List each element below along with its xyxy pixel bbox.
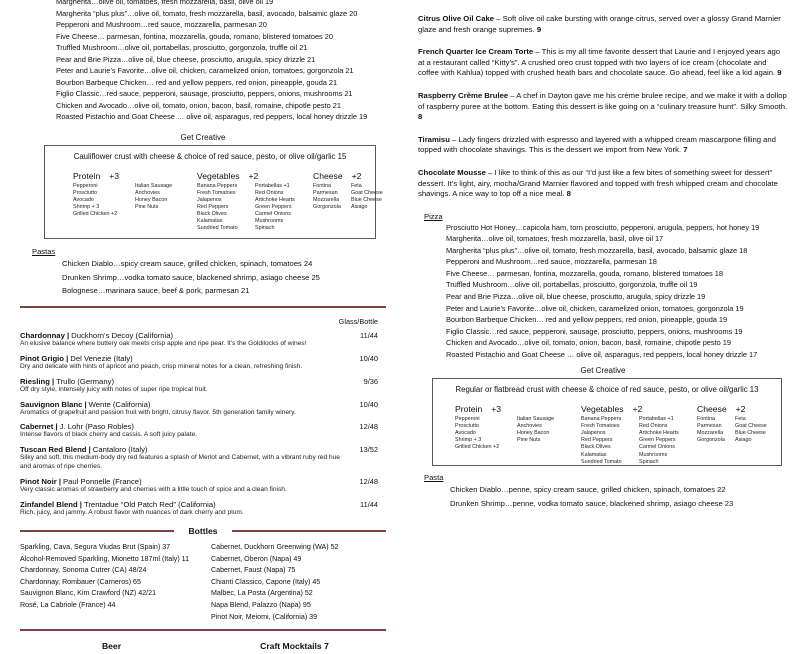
pizza-item: Roasted Pistachio and Goat Cheese … olive oil, asparagus, red peppers, local honey drizzle 17 (446, 349, 758, 359)
pizza-item: Truffled Mushroom…olive oil, portabellas, prosciutto, gorgonzola, truffle oil 21 (56, 43, 308, 53)
right-pasta-list (418, 483, 788, 511)
topping-upcharge: +2 (351, 171, 362, 182)
topping-column (735, 416, 777, 445)
topping-columns (581, 416, 697, 466)
wine-varietal: Tuscan Red Blend | (20, 445, 91, 455)
topping-item: Shrimp + 3 (73, 203, 100, 210)
topping-item: Mozzarella (313, 196, 340, 203)
right-crust-line: Regular or flatbread crust with cheese & choice of red sauce, pesto, or olive oil/garlic 13 (455, 385, 759, 395)
topping-group-heading: Protein +3 (455, 404, 502, 415)
wine-producer: Del Venezie (Italy) (70, 353, 133, 363)
pizza-item: Chicken and Avocado…olive oil, tomato, onion, bacon, basil, romaine, chipotle pesto 21 (56, 100, 341, 110)
dessert-item (418, 168, 788, 200)
dessert-price: 9 (777, 68, 782, 78)
topping-group-cheese (697, 404, 777, 466)
topping-item: Anchovies (517, 422, 542, 429)
pizza-item: Prosciutto Hot Honey…capicola ham, torn prosciutto, pepperoni, arugula, peppers, hot honey 19 (446, 222, 760, 232)
beer-section (20, 636, 203, 654)
topping-item: Red Onions (639, 422, 668, 429)
dessert-text (418, 91, 788, 123)
wine-item (20, 445, 386, 471)
dessert-text (418, 14, 788, 35)
topping-column (135, 183, 197, 219)
topping-item: Green Peppers (639, 437, 676, 444)
topping-columns (197, 183, 313, 233)
topping-item: Spinach (639, 458, 659, 465)
mocktails-title: Craft Mocktails 7 (260, 641, 329, 652)
pizza-item: Pear and Brie Pizza…olive oil, blue cheese, prosciutto, arugula, spicy drizzle 21 (56, 54, 316, 64)
wine-divider-rule (20, 306, 386, 308)
topping-item: Avocado (455, 430, 476, 437)
topping-upcharge: +3 (491, 404, 502, 415)
wine-producer: Duckhorn’s Decoy (California) (71, 330, 174, 340)
pizza-item: Chicken and Avocado…olive oil, tomato, onion, bacon, basil, romaine, chipotle pesto 19 (446, 338, 731, 348)
dessert-text (418, 47, 788, 79)
topping-item: Gorgonzola (697, 437, 725, 444)
wine-title-row (20, 377, 386, 386)
bottles-rule-right (232, 530, 386, 532)
wine-title-row (20, 500, 386, 509)
topping-item: Feta (351, 182, 362, 189)
bottle-item: Sauvignon Blanc, Kim Crawford (NZ) 42/21 (20, 589, 157, 598)
wine-producer: Trullo (Germany) (56, 376, 115, 386)
topping-column (455, 416, 517, 452)
pizza-item: Margherita “plus plus”…olive oil, tomato, fresh mozzarella, basil, avocado, balsamic glaze 20 (56, 8, 358, 18)
topping-group-vegetables (197, 171, 313, 233)
topping-item: Spinach (255, 225, 275, 232)
bottle-item: Chianti Classico, Capone (Italy) 45 (211, 577, 321, 586)
wine-description: Silky and soft, this medium-body dry red features a splash of Merlot and Cabernet, with a vibrant ruby red hue and aromas of ripe cherries. (20, 454, 340, 470)
topping-item: Mozzarella (697, 430, 724, 437)
wine-description: Off dry style, intensely juicy with notes of super ripe tropical fruit. (20, 385, 208, 393)
topping-column (581, 416, 639, 466)
pizza-item: Peter and Laurie’s Favorite…olive oil, chicken, caramelized onion, tomatoes, gorgonzola 19 (446, 303, 744, 313)
topping-item: Red Peppers (197, 203, 229, 210)
wine-item (20, 477, 386, 494)
pasta-heading: Pasta (424, 473, 444, 483)
wine-producer: J. Lohr (Paso Robles) (59, 422, 134, 432)
topping-item: Prosciutto (455, 422, 479, 429)
footer-divider-rule (20, 629, 386, 631)
topping-item: Shrimp + 3 (455, 437, 482, 444)
dessert-name: Chocolate Mousse (418, 167, 486, 177)
pizza-item: Five Cheese… parmesan, fontina, mozzarella, gouda, romano, blistered tomatoes 20 (56, 31, 333, 41)
topping-item: Jalapenos (581, 430, 606, 437)
dessert-dash: – (494, 14, 503, 23)
pasta-item: Drunken Shrimp…vodka tomato sauce, blackened shrimp, asiago cheese 25 (62, 272, 320, 282)
bottle-item: Cabernet, Oberon (Napa) 49 (211, 554, 302, 563)
right-get-creative-title: Get Creative (580, 366, 626, 376)
topping-column (697, 416, 735, 445)
topping-column (351, 183, 393, 212)
bottle-item: Sparkling, Cava, Segura Viudas Brut (Spain) 37 (20, 542, 171, 551)
dessert-text (418, 168, 788, 200)
pizza-item: Bourbon Barbeque Chicken… red and yellow peppers, red onion, pineapple, gouda 21 (56, 77, 338, 87)
wine-price: 10/40 (359, 353, 378, 363)
wine-varietal: Pinot Noir | (20, 476, 62, 486)
pizza-item: Peter and Laurie’s Favorite…olive oil, chicken, caramelized onion, tomatoes, gorgonzola 21 (56, 66, 354, 76)
dessert-item (418, 91, 788, 123)
topping-columns (697, 416, 777, 445)
pasta-item: Drunken Shrimp…penne, vodka tomato sauce, blackened shrimp, asiago cheese 23 (450, 499, 734, 509)
pastas-heading: Pastas (32, 247, 56, 257)
wine-description: An elusive balance where buttery oak meets crisp apple and ripe pear. It's the Goldilocks of wines! (20, 339, 307, 347)
topping-column (517, 416, 579, 452)
bottle-item: Pinot Noir, Meiomi, (California) 39 (211, 612, 318, 621)
pizza-item: Margherita “plus plus”…olive oil, tomato, fresh mozzarella, basil, avocado, balsamic glaze 18 (446, 245, 748, 255)
dessert-text (418, 135, 788, 156)
topping-item: Kalamatas (581, 451, 607, 458)
dessert-price: 9 (536, 24, 542, 34)
bottles-title: Bottles (188, 525, 218, 536)
topping-item: Fontina (313, 182, 331, 189)
wine-varietal: Riesling | (20, 376, 55, 386)
wine-price: 10/40 (359, 399, 378, 409)
beer-title: Beer (101, 641, 122, 652)
dessert-name: French Quarter Ice Cream Torte (418, 47, 534, 57)
bottle-item: Rosé, La Cabriole (France) 44 (20, 600, 116, 609)
topping-group-heading: Protein +3 (73, 171, 120, 182)
topping-column (313, 183, 351, 212)
dessert-description: Soft olive oil cake bursting with orange citrus, served over a glossy Grand Marnier glaze and fresh orange supremes. (418, 14, 781, 34)
topping-item: Honey Bacon (135, 196, 168, 203)
wine-item (20, 354, 386, 371)
topping-item: Goat Cheese (735, 422, 767, 429)
mocktails-section (203, 636, 386, 654)
topping-item: Avocado (73, 196, 94, 203)
topping-item: Asiago (735, 437, 752, 444)
wine-item (20, 400, 386, 417)
topping-item: Green Peppers (255, 203, 292, 210)
pizza-item: Margherita…olive oil, tomatoes, fresh mozzarella, basil, olive oil 17 (446, 234, 664, 244)
topping-item: Pine Nuts (517, 437, 541, 444)
glass-bottle-header: Glass/Bottle (338, 316, 378, 326)
topping-item: Blue Cheese (735, 430, 766, 437)
wine-by-glass-list (20, 331, 386, 517)
right-pizza-list (418, 222, 788, 361)
topping-item: Black Olives (581, 444, 611, 451)
topping-item: Carmel Onions (639, 444, 675, 451)
topping-item: Mushrooms (255, 218, 284, 225)
topping-column (639, 416, 697, 466)
wine-description: Aromatics of grapefruit and passion fruit with bright, citrusy flavor. 5th generation family winery. (20, 408, 296, 416)
wine-varietal: Cabernet | (20, 422, 58, 432)
left-get-creative-title: Get Creative (180, 133, 226, 143)
bottle-item: Cabernet, Duckhorn Greenwing (WA) 52 (211, 542, 339, 551)
topping-upcharge: +2 (248, 171, 259, 182)
wine-description: Rich, juicy, and jammy. A robust flavor with nuances of dark cherry and plum. (20, 508, 244, 516)
topping-upcharge: +2 (735, 404, 746, 415)
right-menu-page (400, 0, 800, 600)
dessert-price: 8 (566, 189, 571, 199)
bottles-rule-left (20, 530, 174, 532)
topping-column (197, 183, 255, 233)
dessert-price: 7 (683, 145, 688, 155)
wine-item (20, 331, 386, 348)
topping-item: Artichoke Hearts (639, 430, 679, 437)
wine-price: 12/48 (359, 476, 378, 486)
dessert-description: I like to think of this as our “I’d just like a few bites of something sweet for dessert” dessert. It’s light, airy, mocha/Grand Marnier flavored and topped with fresh whipped cream and chocolate shavings. A nice way to top off a nice meal. (418, 167, 778, 199)
topping-item: Sundried Tomato (581, 458, 622, 465)
topping-item: Pepperoni (455, 415, 480, 422)
wine-varietal: Chardonnay | (20, 330, 70, 340)
topping-item: Italian Sausage (517, 415, 555, 422)
topping-column (73, 183, 135, 219)
dessert-dash: – (449, 134, 459, 144)
wine-title-row (20, 445, 386, 454)
wine-title-row (20, 400, 386, 409)
topping-item: Red Onions (255, 189, 284, 196)
topping-item: Black Olives (197, 211, 227, 218)
dessert-item (418, 47, 788, 79)
topping-item: Gorgonzola (313, 203, 341, 210)
topping-upcharge: +2 (632, 404, 643, 415)
wine-description: Intense flavors of black cherry and cassis. A soft juicy palate. (20, 431, 198, 439)
topping-item: Asiago (351, 203, 368, 210)
pizza-item: Pepperoni and Mushroom…red sauce, mozzarella, parmesan 20 (56, 20, 267, 30)
bottle-item: Malbec, La Posta (Argentina) 52 (211, 589, 313, 598)
topping-group-heading: Vegetables +2 (581, 404, 643, 415)
bottles-columns (20, 542, 386, 623)
wine-producer: Trentadue “Old Patch Red” (California) (83, 499, 216, 509)
topping-item: Italian Sausage (135, 182, 173, 189)
right-get-creative-box (432, 378, 782, 466)
bottle-item: Chardonnay, Rombauer (Carneros) 65 (20, 577, 141, 586)
wine-varietal: Sauvignon Blanc | (20, 399, 87, 409)
topping-item: Jalapenos (197, 196, 222, 203)
wine-varietal: Pinot Grigio | (20, 353, 69, 363)
dessert-description: A chef in Dayton gave me his crème brulee recipe, and we make it with a dollop of raspberry puree at the bottom. Eating this dessert is like going on a “culinary treasure hunt”. Silky Smooth. (418, 90, 788, 111)
topping-item: Sundried Tomato (197, 225, 238, 232)
topping-item: Fresh Tomatoes (197, 189, 236, 196)
dessert-price: 8 (418, 112, 423, 122)
topping-item: Pepperoni (73, 182, 98, 189)
topping-columns (73, 183, 197, 219)
left-topping-groups (45, 171, 383, 233)
topping-item: Portabellas +1 (255, 182, 290, 189)
wine-producer: Cantaloro (Italy) (92, 445, 148, 455)
topping-item: Kalamatas (197, 218, 223, 225)
wine-price: 11/44 (360, 499, 378, 509)
wine-producer: Wente (California) (88, 399, 151, 409)
topping-item: Feta (735, 415, 746, 422)
bottle-item: Chardonnay, Sonoma Cutrer (CA) 48/24 (20, 566, 147, 575)
left-get-creative-box (44, 145, 383, 239)
wine-title-row (20, 354, 386, 363)
topping-columns (313, 183, 393, 212)
topping-item: Parmesan (313, 189, 338, 196)
dessert-description: This is my all time favorite dessert that Laurie and I enjoyed years ago at a restaurant called “Kitty’s”. A crushed oreo crust topped with two layers of ice cream (chocolate and coffee with Kahlua) topped with crushed heath bars and chocolate sauce. Go ahead, feel like a kid again. (418, 47, 781, 78)
topping-group-heading: Cheese +2 (313, 171, 362, 182)
pizza-item: Five Cheese… parmesan, fontina, mozzarella, gouda, romano, blistered tomatoes 18 (446, 268, 723, 278)
topping-upcharge: +3 (109, 171, 120, 182)
topping-group-heading: Cheese +2 (697, 404, 746, 415)
wine-varietal: Zinfandel Blend | (20, 499, 82, 509)
topping-group-protein (73, 171, 197, 233)
pasta-item: Bolognese…marinara sauce, beef & pork, parmesan 21 (62, 286, 250, 296)
topping-item: Honey Bacon (517, 430, 550, 437)
topping-item: Goat Cheese (351, 189, 383, 196)
pasta-item: Chicken Diablo…penne, spicy cream sauce, grilled chicken, spinach, tomatoes 22 (450, 485, 726, 495)
wine-title-row (20, 477, 386, 486)
topping-item: Fresh Tomatoes (581, 422, 620, 429)
wine-item (20, 500, 386, 517)
dessert-name: Raspberry Crème Brulee (418, 90, 509, 100)
topping-column (255, 183, 313, 233)
dessert-item (418, 14, 788, 35)
dessert-dash: – (485, 167, 495, 177)
topping-item: Prosciutto (73, 189, 97, 196)
topping-columns (455, 416, 581, 452)
left-menu-page (0, 0, 400, 652)
bottle-item: Alcohol-Removed Sparkling, Mionetto 187ml (Italy) 11 (20, 554, 190, 563)
dessert-name: Citrus Olive Oil Cake (418, 14, 495, 23)
dessert-description: Lady fingers drizzled with espresso and layered with a whipped cream mascarpone filling and topped with chocolate shavings. This is the dessert we import from New York. (418, 134, 776, 155)
topping-item: Grilled Chicken +2 (73, 211, 118, 218)
topping-item: Banana Peppers (197, 182, 238, 189)
topping-item: Anchovies (135, 189, 160, 196)
pizza-item: Bourbon Barbeque Chicken… red and yellow peppers, red onion, pineapple, gouda 19 (446, 315, 728, 325)
topping-item: Carmel Onions (255, 211, 291, 218)
dessert-item (418, 135, 788, 156)
topping-item: Blue Cheese (351, 196, 382, 203)
topping-item: Mushrooms (639, 451, 668, 458)
wine-title-row (20, 331, 386, 340)
pizza-item: Roasted Pistachio and Goat Cheese … olive oil, asparagus, red peppers, local honey drizzle 19 (56, 112, 368, 122)
bottle-item: Cabernet, Faust (Napa) 75 (211, 566, 296, 575)
topping-item: Red Peppers (581, 437, 613, 444)
topping-group-vegetables (581, 404, 697, 466)
topping-group-cheese (313, 171, 393, 233)
topping-item: Pine Nuts (135, 203, 159, 210)
pizza-item: Pear and Brie Pizza…olive oil, blue cheese, prosciutto, arugula, spicy drizzle 19 (446, 292, 706, 301)
dessert-dash: – (533, 47, 542, 57)
pizza-item: Margherita…olive oil, tomatoes, fresh mozzarella, basil, olive oil 19 (56, 0, 274, 6)
bottle-item: Napa Blend, Palazzo (Napa) 95 (211, 600, 311, 609)
bottles-header (20, 526, 386, 536)
bottles-right-column (195, 542, 386, 623)
wine-price: 11/44 (360, 330, 378, 340)
pizza-item: Pepperoni and Mushroom…red sauce, mozzarella, parmesan 18 (446, 257, 657, 267)
wine-item (20, 377, 386, 394)
dessert-name: Tiramisu (418, 134, 450, 144)
wine-producer: Paul Ponnelle (France) (63, 476, 142, 486)
topping-item: Grilled Chicken +2 (455, 444, 500, 451)
right-topping-groups (433, 404, 781, 466)
pizza-item: Figlio Classic…red sauce, pepperoni, sausage, prosciutto, peppers, onions, mushrooms 21 (56, 89, 353, 99)
wine-item (20, 422, 386, 439)
wine-description: Dry and delicate with hints of apricot and peach, crisp mineral notes for a clean, refreshing finish. (20, 362, 303, 370)
topping-group-protein (455, 404, 581, 466)
left-crust-line: Cauliflower crust with cheese & choice of red sauce, pesto, or olive oil/garlic 15 (73, 152, 347, 162)
bottles-left-column (20, 542, 195, 623)
pizza-heading: Pizza (424, 211, 443, 221)
left-pasta-list (20, 257, 386, 298)
topping-group-heading: Vegetables +2 (197, 171, 259, 182)
footer-row (20, 636, 386, 654)
wine-description: Very classic aromas of strawberry and cherries with a little touch of spice and a clean finish. (20, 485, 287, 493)
topping-item: Parmesan (697, 422, 722, 429)
pasta-item: Chicken Diablo…spicy cream sauce, grilled chicken, spinach, tomatoes 24 (62, 259, 313, 269)
wine-title-row (20, 422, 386, 431)
pizza-item: Truffled Mushroom…olive oil, portabellas, prosciutto, gorgonzola, truffle oil 19 (446, 280, 698, 290)
topping-item: Banana Peppers (581, 415, 622, 422)
wine-price: 12/48 (359, 422, 378, 432)
pizza-item: Figlio Classic…red sauce, pepperoni, sausage, prosciutto, peppers, onions, mushrooms 19 (446, 326, 743, 336)
left-pizza-list (20, 0, 386, 123)
wine-price: 9/36 (363, 376, 378, 386)
wine-price: 13/52 (359, 445, 378, 455)
dessert-dash: – (508, 90, 517, 100)
topping-item: Artichoke Hearts (255, 196, 295, 203)
topping-item: Fontina (697, 415, 715, 422)
topping-item: Portabellas +1 (639, 415, 674, 422)
dessert-list (418, 14, 788, 200)
